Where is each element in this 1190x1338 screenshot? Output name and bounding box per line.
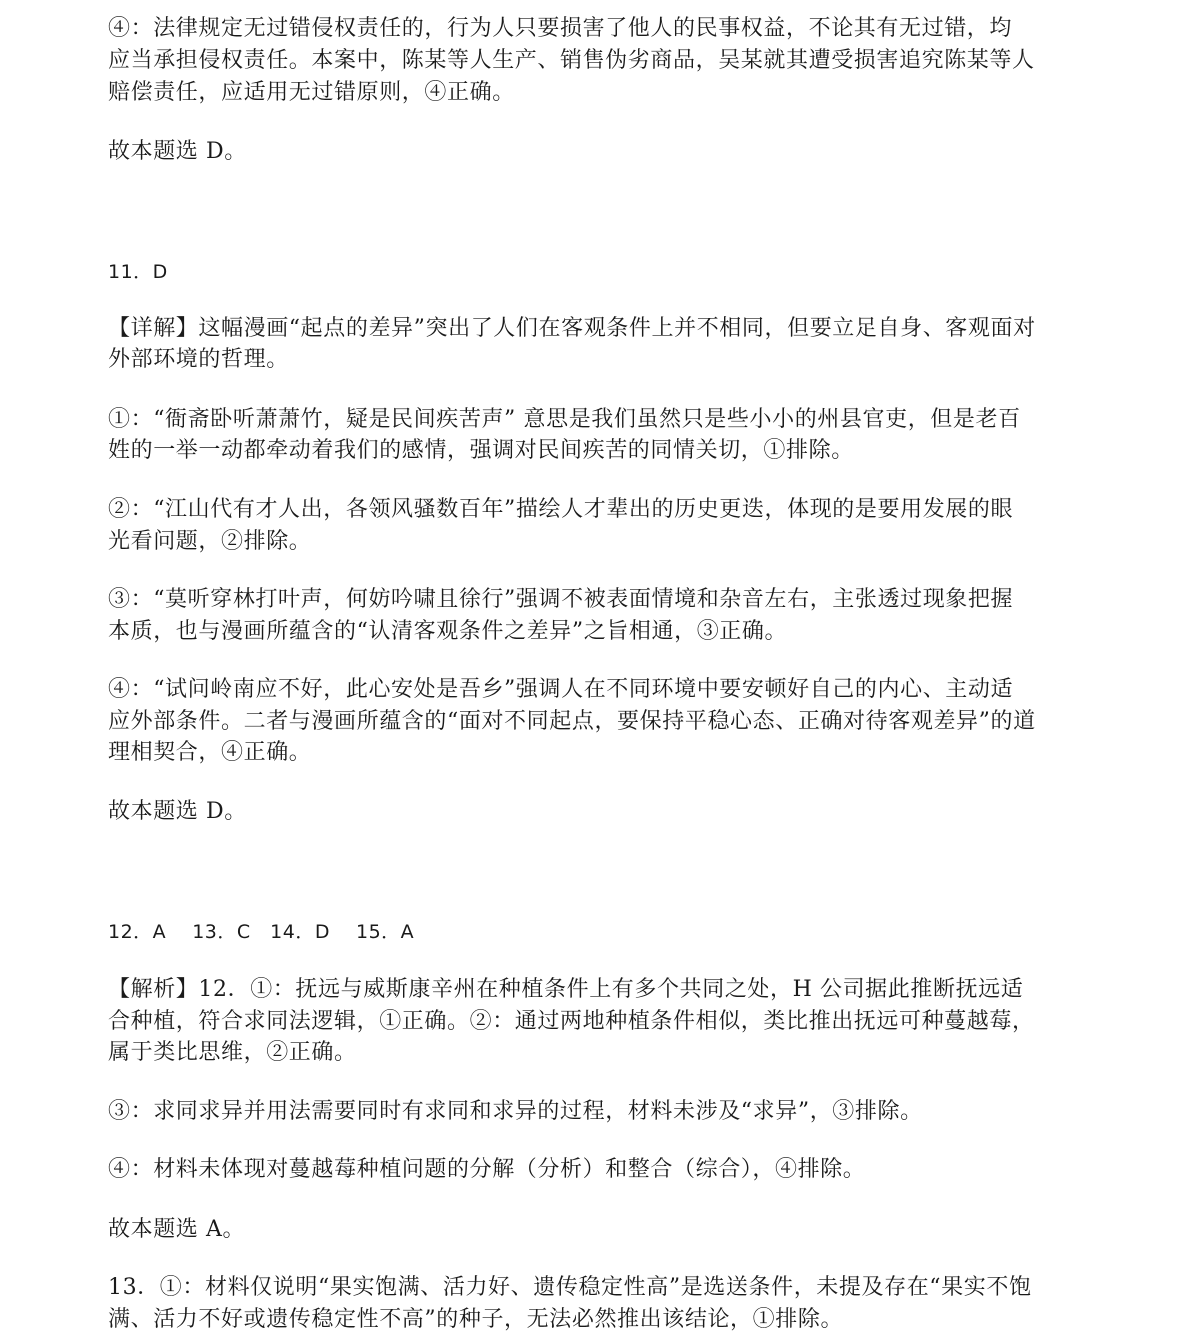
q11-item4-line-3: 理相契合，④正确。 <box>108 740 312 765</box>
q11-item4-line-1: ④：“试问岭南应不好，此心安处是吾乡”强调人在不同环境中要安顿好自己的内心、主动适 <box>108 677 1014 702</box>
q11-explain-line-1: 【详解】这幅漫画“起点的差异”突出了人们在客观条件上并不相同，但要立足自身、客观面对 <box>108 316 1036 341</box>
q12-analysis-line-1: 【解析】12．①：抚远与威斯康辛州在种植条件上有多个共同之处，H 公司据此推断抚远适 <box>108 977 1024 1002</box>
q11-item2-line-1: ②：“江山代有才人出，各领风骚数百年”描绘人才辈出的历史更迭，体现的是要用发展的眼 <box>108 497 1014 522</box>
q11-conclusion: 故本题选 D。 <box>108 799 247 824</box>
q11-item3-line-2: 本质，也与漫画所蕴含的“认清客观条件之差异”之旨相通，③正确。 <box>108 619 788 644</box>
q12-item3: ③：求同求异并用法需要同时有求同和求异的过程，材料未涉及“求异”，③排除。 <box>108 1099 923 1124</box>
q10-item4-line-2: 应当承担侵权责任。本案中，陈某等人生产、销售伪劣商品，吴某就其遭受损害追究陈某等人 <box>108 48 1035 73</box>
q12-item4: ④：材料未体现对蔓越莓种植问题的分解（分析）和整合（综合），④排除。 <box>108 1157 866 1182</box>
q13-item1-line-1: 13．①：材料仅说明“果实饱满、活力好、遗传稳定性高”是选送条件，未提及存在“果实不饱 <box>108 1275 1032 1300</box>
q11-item1-line-1: ①：“衙斋卧听萧萧竹，疑是民间疾苦声” 意思是我们虽然只是些小小的州县官吏，但是老百 <box>108 407 1021 432</box>
q11-item2-line-2: 光看问题，②排除。 <box>108 529 312 554</box>
q12-analysis-line-3: 属于类比思维，②正确。 <box>108 1040 357 1065</box>
q11-item3-line-1: ③：“莫听穿林打叶声，何妨吟啸且徐行”强调不被表面情境和杂音左右，主张透过现象把握 <box>108 587 1014 612</box>
q11-item4-line-2: 应外部条件。二者与漫画所蕴含的“面对不同起点，要保持平稳心态、正确对待客观差异”的道 <box>108 709 1036 734</box>
q10-item4-line-3: 赔偿责任，应适用无过错原则，④正确。 <box>108 80 515 105</box>
q11-item1-line-2: 姓的一举一动都牵动着我们的感情，强调对民间疾苦的同情关切，①排除。 <box>108 438 854 463</box>
q12-15-answers: 12．A 13．C 14．D 15．A <box>108 921 415 943</box>
q10-item4-line-1: ④：法律规定无过错侵权责任的，行为人只要损害了他人的民事权益，不论其有无过错，均 <box>108 16 1013 41</box>
q10-conclusion: 故本题选 D。 <box>108 139 247 164</box>
q11-explain-line-2: 外部环境的哲理。 <box>108 347 289 372</box>
q11-answer: 11．D <box>108 261 168 283</box>
q12-analysis-line-2: 合种植，符合求同法逻辑，①正确。②：通过两地种植条件相似，类比推出抚远可种蔓越莓， <box>108 1009 1035 1034</box>
q12-conclusion: 故本题选 A。 <box>108 1217 246 1242</box>
q13-item1-line-2: 满、活力不好或遗传稳定性不高”的种子，无法必然推出该结论，①排除。 <box>108 1307 844 1332</box>
